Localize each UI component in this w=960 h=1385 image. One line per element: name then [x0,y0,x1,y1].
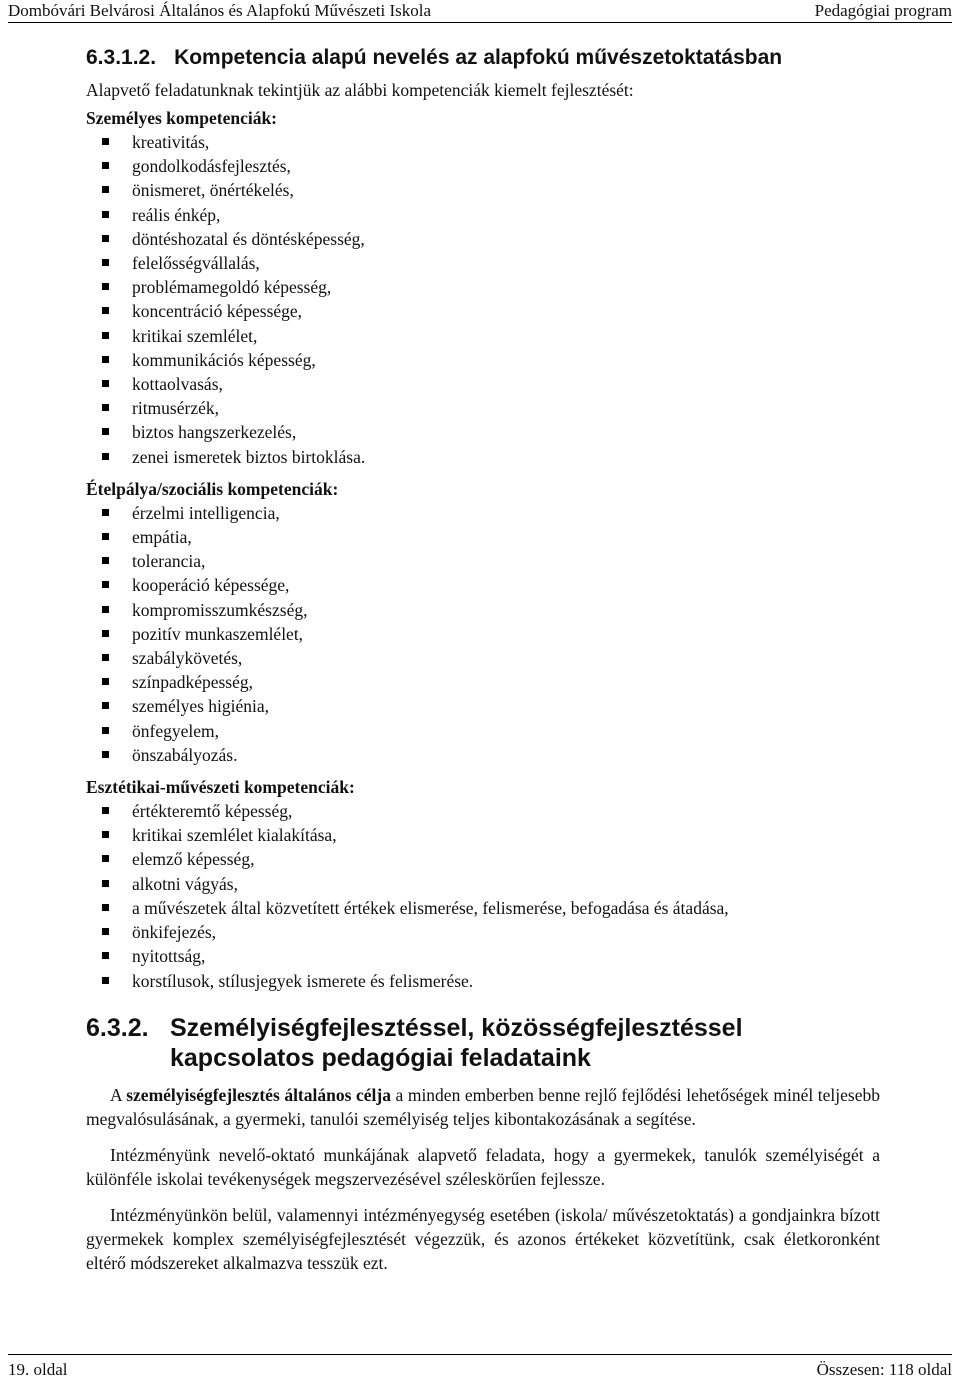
list-item-text: nyitottság, [132,946,206,967]
list-item-text: önkifejezés, [132,922,217,943]
list-item-text: elemző képesség, [132,849,255,870]
square-bullet-icon [102,952,109,959]
list-item-text: empátia, [132,527,192,548]
square-bullet-icon [102,557,109,564]
list-item [102,154,880,178]
section-heading-6-3-1-2 [86,44,880,72]
list-item [102,324,880,348]
list-item [102,227,880,251]
list-item [102,646,880,670]
list-item-text: kommunikációs képesség, [132,349,316,370]
list-item-text: érzelmi intelligencia, [132,502,280,523]
list-item [102,549,880,573]
list-item-text: döntéshozatal és döntésképesség, [132,228,365,249]
paragraph-text: A [110,1084,127,1105]
list-item [102,420,880,444]
page-number: 19. oldal [8,1360,68,1379]
header-document-name: Pedagógiai program [814,1,952,20]
list-item [102,178,880,202]
intro-paragraph: Alapvető feladatunknak tekintjük az alábbi kompetenciák kiemelt fejlesztését: [86,80,634,100]
list-item-text: önszabályozás. [132,744,238,765]
square-bullet-icon [102,380,109,387]
square-bullet-icon [102,162,109,169]
list-item [102,573,880,597]
section-heading-6-3-2 [86,1013,880,1073]
list-item [102,622,880,646]
list-item [102,251,880,275]
list-item [102,670,880,694]
competency-list [86,501,880,767]
list-item [102,896,880,920]
square-bullet-icon [102,855,109,862]
square-bullet-icon [102,186,109,193]
list-item-text: pozitív munkaszemlélet, [132,623,304,644]
square-bullet-icon [102,880,109,887]
list-item-text: szabálykövetés, [132,648,243,669]
list-item-text: reális énkép, [132,204,221,225]
list-item-text: személyes higiénia, [132,696,270,717]
list-item-text: ritmusérzék, [132,398,219,419]
square-bullet-icon [102,904,109,911]
section-number: 6.3.2. [86,1013,149,1042]
list-item-text: kritikai szemlélet kialakítása, [132,825,337,846]
list-item-text: gondolkodásfejlesztés, [132,156,291,177]
list-item-text: kottaolvasás, [132,374,223,395]
square-bullet-icon [102,259,109,266]
body-paragraph-2: Intézményünk nevelő-oktató munkájának alapvető feladata, hogy a gyermekek, tanulók személyiségét a különféle iskolai tevékenységek megszervezésével széleskörűen fejlessze. [86,1144,880,1189]
square-bullet-icon [102,356,109,363]
list-item-text: színpadképesség, [132,672,254,693]
list-item [102,598,880,622]
competency-groups [86,106,880,993]
competency-group-title: Esztétikai-művészeti kompetenciák: [86,777,355,798]
list-item-text: problémamegoldó képesség, [132,277,332,298]
square-bullet-icon [102,831,109,838]
square-bullet-icon [102,977,109,984]
list-item-text: koncentráció képessége, [132,301,303,322]
list-item [102,743,880,767]
list-item-text: önismeret, önértékelés, [132,180,294,201]
square-bullet-icon [102,533,109,540]
competency-list [86,130,880,469]
list-item-text: zenei ismeretek biztos birtoklása. [132,446,366,467]
square-bullet-icon [102,678,109,685]
square-bullet-icon [102,332,109,339]
list-item [102,969,880,993]
section-title-line-1: Személyiségfejlesztéssel, közösségfejlesztéssel [170,1013,743,1042]
section-number: 6.3.1.2. [86,46,157,69]
section-title: Kompetencia alapú nevelés az alapfokú művészetoktatásban [174,46,783,69]
body-paragraph-1 [86,1083,880,1131]
list-item [102,130,880,154]
list-item [102,719,880,743]
square-bullet-icon [102,727,109,734]
list-item-text: felelősségvállalás, [132,253,260,274]
list-item [102,299,880,323]
square-bullet-icon [102,509,109,516]
list-item [102,799,880,823]
list-item-text: korstílusok, stílusjegyek ismerete és felismerése. [132,970,474,991]
emphasis-text: személyiségfejlesztés általános célja [126,1084,391,1105]
header-school-name: Dombóvári Belvárosi Általános és Alapfokú Művészeti Iskola [8,1,432,20]
section-title-line-2: kapcsolatos pedagógiai feladataink [170,1043,591,1072]
page-content [86,44,880,1275]
square-bullet-icon [102,807,109,814]
square-bullet-icon [102,630,109,637]
list-item-text: kritikai szemlélet, [132,325,258,346]
list-item [102,525,880,549]
square-bullet-icon [102,138,109,145]
square-bullet-icon [102,928,109,935]
list-item-text: kooperáció képessége, [132,575,290,596]
paragraph-text: a minden emberben benne rejlő fejlődési lehetőségek minél teljesebb megvalósulásának, a gyermeki, tanulói személyiség teljes kibontakozásának a segítése. [86,1084,880,1129]
list-item [102,348,880,372]
running-header [8,0,952,23]
list-item-text: értékteremtő képesség, [132,801,293,822]
square-bullet-icon [102,307,109,314]
list-item [102,501,880,525]
competency-group-title: Személyes kompetenciák: [86,108,278,128]
square-bullet-icon [102,428,109,435]
list-item-text: önfegyelem, [132,720,219,741]
list-item [102,396,880,420]
square-bullet-icon [102,211,109,218]
competency-list [86,799,880,993]
list-item-text: kreativitás, [132,132,210,152]
square-bullet-icon [102,702,109,709]
square-bullet-icon [102,235,109,242]
list-item [102,823,880,847]
list-item [102,944,880,968]
square-bullet-icon [102,453,109,460]
square-bullet-icon [102,654,109,661]
list-item-text: biztos hangszerkezelés, [132,422,297,443]
square-bullet-icon [102,404,109,411]
list-item-text: a művészetek által közvetített értékek elismerése, felismerése, befogadása és átadása, [132,897,729,918]
list-item [102,920,880,944]
list-item [102,872,880,896]
list-item-text: tolerancia, [132,551,206,572]
list-item-text: kompromisszumkészség, [132,599,308,620]
list-item [102,372,880,396]
list-item [102,275,880,299]
square-bullet-icon [102,581,109,588]
list-item [102,203,880,227]
competency-group-title: Ételpálya/szociális kompetenciák: [86,478,339,499]
list-item [102,445,880,469]
square-bullet-icon [102,606,109,613]
list-item [102,847,880,871]
list-item [102,694,880,718]
body-paragraph-3: Intézményünkön belül, valamennyi intézményegység esetében (iskola/ művészetoktatás) a gondjainkra bízott gyermekek komplex személyiségfejlesztését végezzük, és azonos értékeket közvetítünk, csak életkoronként eltérő módszereket alkalmazva tesszük ezt. [86,1204,880,1273]
running-footer [8,1354,952,1381]
total-pages: Összesen: 118 oldal [816,1360,952,1379]
square-bullet-icon [102,283,109,290]
list-item-text: alkotni vágyás, [132,873,238,894]
square-bullet-icon [102,751,109,758]
